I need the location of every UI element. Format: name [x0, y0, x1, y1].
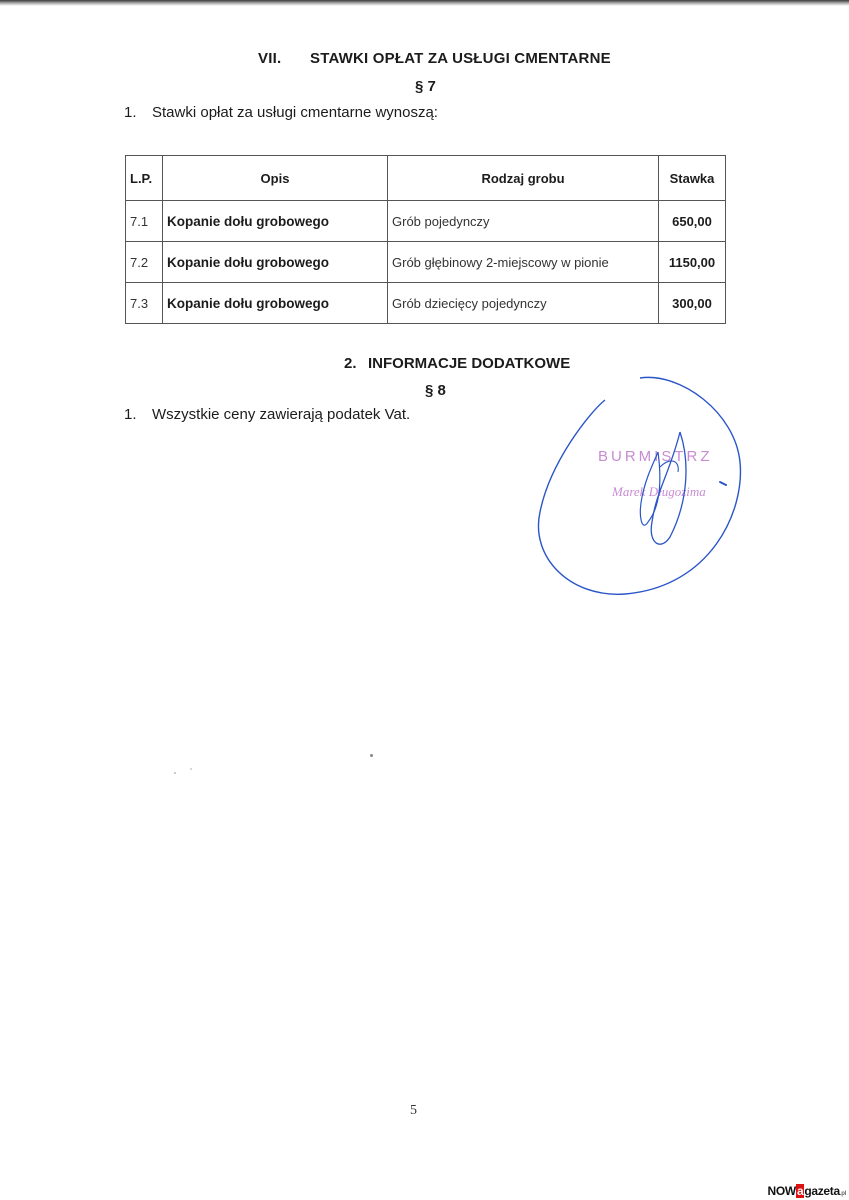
- point-rates-intro: [124, 104, 438, 121]
- section-heading: [258, 50, 611, 67]
- cell-lp: 7.2: [126, 242, 163, 283]
- cell-rodzaj: Grób głębinowy 2-miejscowy w pionie: [388, 242, 659, 283]
- cell-stawka: 650,00: [659, 201, 726, 242]
- section-number: VII.: [258, 50, 282, 67]
- table-row: [126, 242, 726, 283]
- table-header-row: [126, 156, 726, 201]
- cell-opis: Kopanie dołu grobowego: [163, 242, 388, 283]
- paragraph-8: § 8: [425, 382, 446, 399]
- page-number: 5: [410, 1103, 417, 1118]
- header-opis: Opis: [163, 156, 388, 201]
- table-row: [126, 201, 726, 242]
- point-text: Stawki opłat za usługi cmentarne wynoszą:: [152, 104, 438, 121]
- cell-opis: Kopanie dołu grobowego: [163, 283, 388, 324]
- signature-drawing: [530, 372, 760, 602]
- cell-lp: 7.3: [126, 283, 163, 324]
- scan-speck: [190, 768, 192, 770]
- subsection-title: INFORMACJE DODATKOWE: [368, 355, 571, 372]
- rates-table: [125, 155, 726, 324]
- scan-speck: [370, 754, 373, 757]
- table-row: [126, 283, 726, 324]
- watermark-logo: [768, 1184, 846, 1198]
- cell-rodzaj: Grób dziecięcy pojedynczy: [388, 283, 659, 324]
- watermark-suffix: gazeta: [804, 1184, 840, 1198]
- paragraph-7: § 7: [415, 78, 436, 95]
- scan-edge: [0, 0, 849, 6]
- cell-stawka: 1150,00: [659, 242, 726, 283]
- subsection-number: 2.: [344, 355, 357, 372]
- header-stawka: Stawka: [659, 156, 726, 201]
- cell-opis: Kopanie dołu grobowego: [163, 201, 388, 242]
- section-title: STAWKI OPŁAT ZA USŁUGI CMENTARNE: [310, 50, 611, 67]
- cell-lp: 7.1: [126, 201, 163, 242]
- subsection-heading: [344, 355, 570, 372]
- point-text: Wszystkie ceny zawierają podatek Vat.: [152, 406, 411, 423]
- point-number: 1.: [124, 406, 137, 423]
- cell-rodzaj: Grób pojedynczy: [388, 201, 659, 242]
- watermark-tld: .pl: [839, 1191, 846, 1197]
- scan-speck: [174, 772, 176, 774]
- stamp-title: BURMISTRZ: [598, 448, 713, 465]
- watermark-prefix: NOW: [767, 1184, 796, 1198]
- point-vat-info: [124, 406, 410, 423]
- header-lp: L.P.: [126, 156, 163, 201]
- stamp-name: Marek Długozima: [612, 484, 706, 499]
- watermark-highlight: a: [796, 1184, 804, 1198]
- point-number: 1.: [124, 104, 137, 121]
- cell-stawka: 300,00: [659, 283, 726, 324]
- header-rodzaj: Rodzaj grobu: [388, 156, 659, 201]
